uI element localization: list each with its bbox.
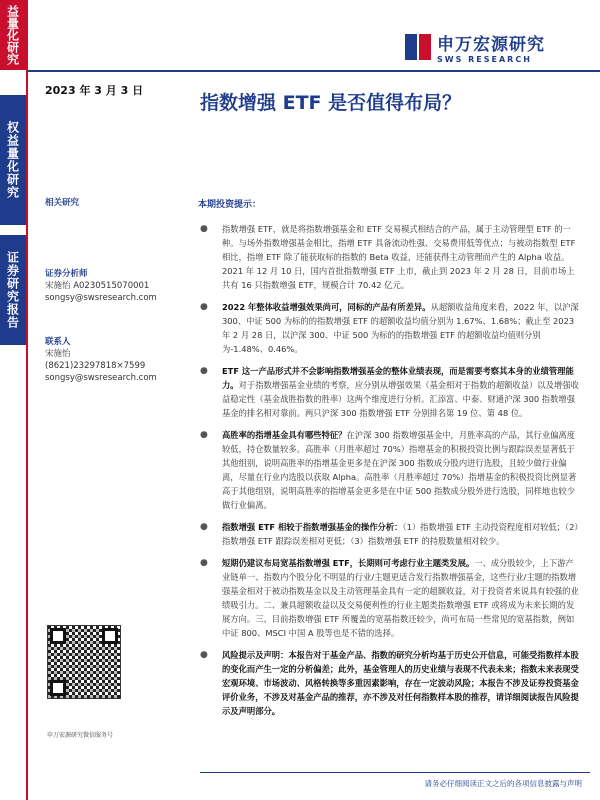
footer-disclaimer: 请务必仔细阅读正文之后的各项信息披露与声明 bbox=[424, 779, 582, 788]
contact-name: 宋施怡 bbox=[45, 349, 71, 359]
qr-caption: 申万宏源研究微信服务号 bbox=[47, 732, 114, 739]
analyst-block bbox=[45, 268, 185, 304]
bullet-icon: ● bbox=[200, 302, 208, 312]
contact-phone: (8621)23297818×7599 bbox=[45, 361, 146, 371]
summary-bullet: ● 指数增强 ETF，就是将指数增强基金和 ETF 交易模式相结合的产品，属于主动管理型 ETF 的一种。与场外指数增强基金相比，指增 ETF 具备流动性强、交易费用低等优点；与被动指数型 ETF 相比，指增 ETF 除了能获取标的指数的 Beta 收益，还能获得主动管理而产生的 Alpha 收益。2021 年 12 月 10 日，国内首批指数增强 ETF 上市，截止到 2023 年 2 月 28 日，目前市场上共有 16 只指数增强 ETF，规模合计 70.42 亿元。 bbox=[200, 224, 576, 290]
contact-email[interactable]: songsy@swsresearch.com bbox=[45, 373, 157, 383]
sidebar bbox=[0, 0, 28, 800]
summary-bullet: ● 高胜率的指增基金具有哪些特征？在沪深 300 指数增强基金中，月胜率高的产品，其行业偏离度较低，持仓数量较多。高胜率（月胜率超过 70%）指增基金的积极投资比例与跟踪误差显著低于其他组别，说明高胜率的指增基金更多是在沪深 300 指数成分股内进行选股，且较少做行业偏离，尽量在行业内选股以获取 Alpha。高胜率（月胜率超过 70%）指增基金的积极投资比例显著高于其他组别，说明高胜率的指增基金更多是在中证 500 指数成分股外进行选股，同样地也较少做行业偏离。 bbox=[200, 430, 577, 510]
logo-en-text: SWS RESEARCH bbox=[437, 55, 532, 64]
bullet-icon: ● bbox=[200, 224, 208, 234]
bullet-icon: ● bbox=[200, 650, 208, 660]
footer-rule bbox=[200, 772, 590, 773]
summary-heading: 本期投资提示： bbox=[198, 200, 262, 210]
summary-list bbox=[200, 222, 580, 726]
contact-label: 联系人 bbox=[45, 337, 71, 347]
qr-code-icon[interactable] bbox=[47, 625, 121, 699]
bullet-icon: ● bbox=[200, 522, 208, 532]
summary-bullet: ● ETF 这一产品形式并不会影响指数增强基金的整体业绩表现，而是需要考察其本身的业绩管理能力。对于指数增强基金业绩的考察，应分别从增强效果（基金相对于指数的超额收益）以及增强收益稳定性（基金战胜指数的胜率）这两个维度进行分析。汇添富、中泰、财通沪深 300 指数增强基金的排名相对靠前。两只沪深 300 指数增强 ETF 分别排名第 19 位、第 48 位。 bbox=[200, 366, 579, 418]
report-title: 指数增强 ETF 是否值得布局？ bbox=[200, 92, 462, 114]
summary-bullet: ● 指数增强 ETF 相较于指数增强基金的操作分析：（1）指数增强 ETF 主动投资程度相对较低；（2）指数增强 ETF 跟踪误差相对更低；（3）指数增强 ETF 的持股数量相对较少。 bbox=[200, 522, 579, 546]
header-rule bbox=[28, 70, 600, 72]
summary-bullet: ● 短期仍建议布局宽基指数增强 ETF，长期则可考虑行业主题类发展。一、成分股较少，上下游产业链单一、指数内个股分化不明显的行业/主题更适合发行指数增强基金，这些行业/主题的指数增强基金相对于被动指数基金以及主动管理基金具有一定的超额收益，对于投资者来说具有较强的业绩吸引力。二、兼具超额收益以及交易便利性的行业主题类指数增强 ETF 或将成为未来长期的发展方向。三、目前指数增强 ETF 所覆盖的宽基指数还较少，尚可布局一些常见的宽基指数，例如中证 800、MSCI 中国 A 股等也是不错的选择。 bbox=[200, 558, 579, 638]
sidebar-middle-label: 权益量化研究 bbox=[0, 95, 26, 225]
summary-bullet: ● 风险提示及声明：本报告对于基金产品、指数的研究分析均基于历史公开信息，可能受指数样本股的变化而产生一定的分析偏差；此外，基金管理人的历史业绩与表现不代表未来；指数未来表现受宏观环境、市场波动、风格转换等多重因素影响，存在一定波动风险；本报告不涉及证券投资基金评价业务，不涉及对基金产品的推荐，亦不涉及对任何指数样本股的推荐，请详细阅读报告风险提示及声明部分。 bbox=[200, 650, 579, 716]
analyst-line: 宋施怡 A0230515070001 bbox=[45, 281, 150, 291]
logo-cn-text: 申万宏源研究 bbox=[437, 35, 545, 55]
sidebar-top-label: 益量化研究 bbox=[0, 0, 26, 70]
bullet-icon: ● bbox=[200, 558, 208, 568]
bullet-icon: ● bbox=[200, 366, 208, 376]
analyst-label: 证券分析师 bbox=[45, 269, 88, 279]
company-logo bbox=[405, 30, 545, 64]
sidebar-bottom-label: 证券研究报告 bbox=[0, 235, 26, 345]
bullet-icon: ● bbox=[200, 430, 208, 440]
contact-block bbox=[45, 336, 185, 384]
related-research-label: 相关研究 bbox=[45, 198, 80, 208]
sidebar-divider bbox=[26, 0, 28, 800]
logo-mark-icon bbox=[405, 34, 431, 60]
report-date: 2023 年 3 月 3 日 bbox=[45, 84, 144, 97]
summary-bullet: ● 2022 年整体收益增强效果尚可，同标的产品有所差异。从超额收益角度来看，2022 年，以沪深 300、中证 500 为标的的指数增强 ETF 的超额收益均值分别为 1.67%、1.68%；截止至 2023 年 2 月 28 日，以沪深 300、中证 500 为标的的指数增强 ETF 的超额收益均值则分别为-1.48%、0.46%。 bbox=[200, 302, 579, 354]
analyst-email[interactable]: songsy@swsresearch.com bbox=[45, 293, 157, 303]
